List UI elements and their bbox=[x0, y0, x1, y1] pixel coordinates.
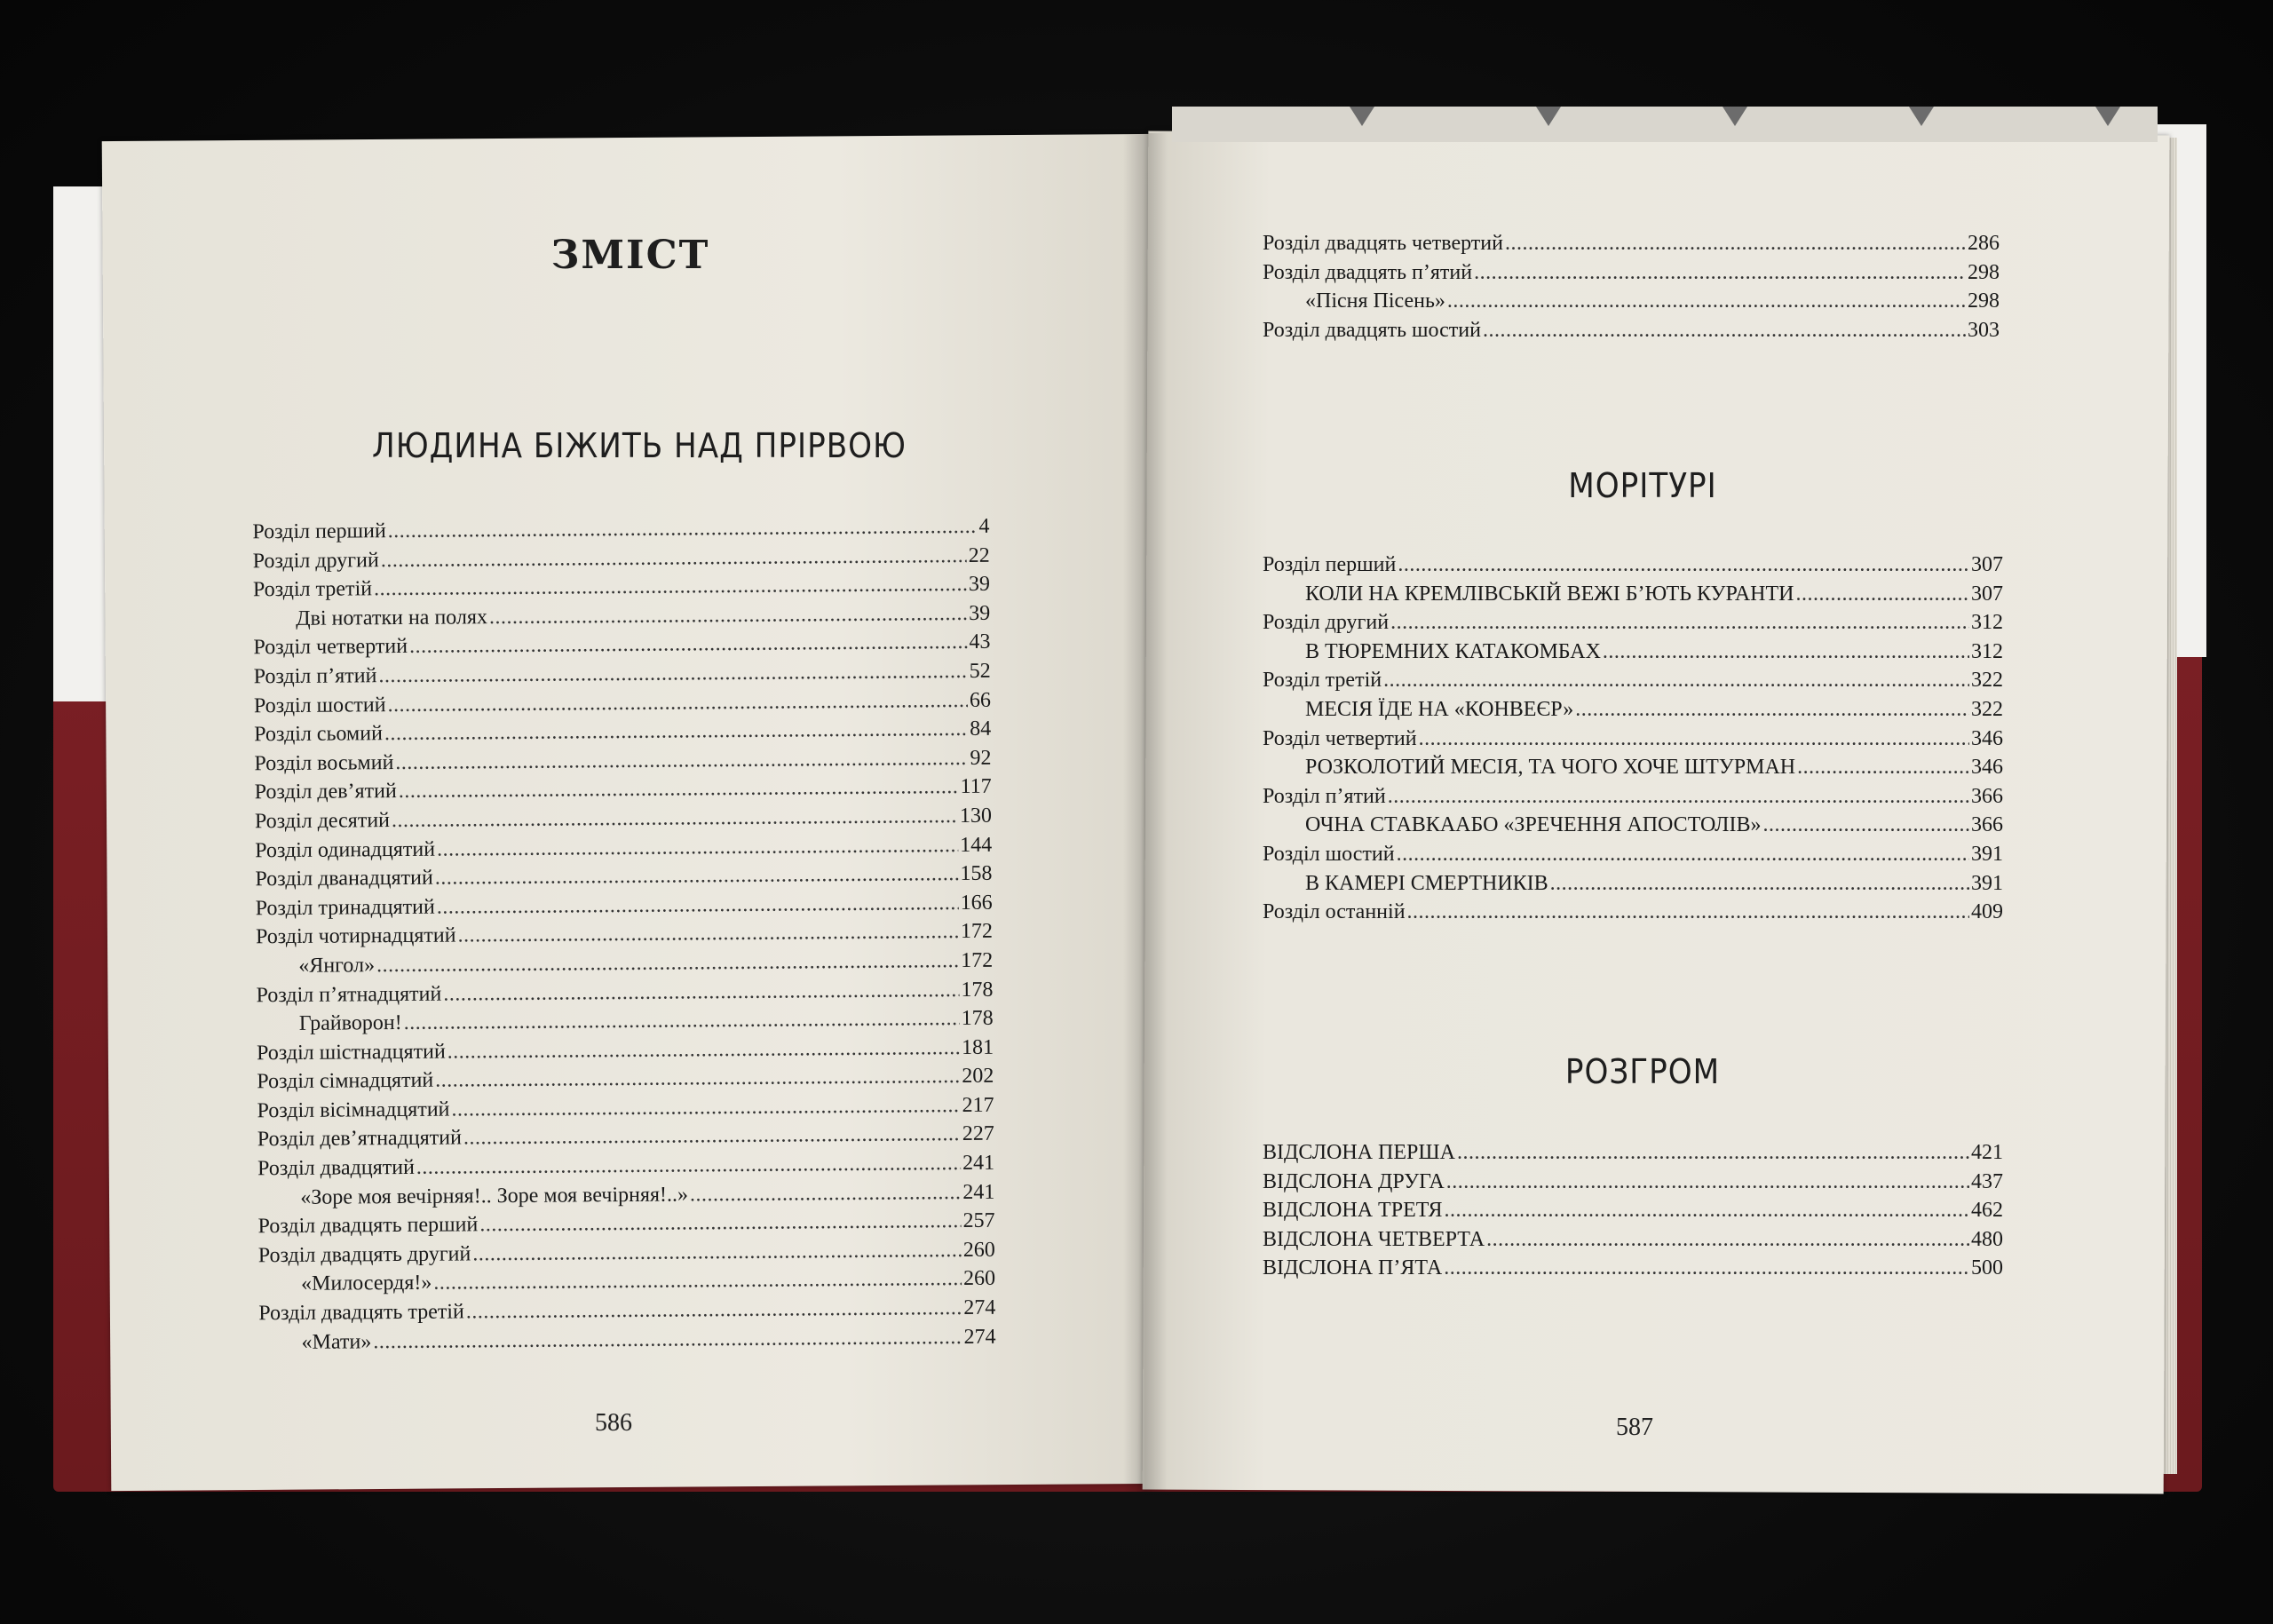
toc-leader-dots bbox=[1795, 580, 1969, 609]
toc-leader-dots bbox=[690, 1178, 962, 1209]
toc-entry-page: 4 bbox=[978, 514, 990, 538]
toc-entry-page: 22 bbox=[968, 543, 990, 567]
toc-entry-page: 166 bbox=[960, 891, 993, 915]
toc-entry-label: Розділ третій bbox=[1263, 669, 1382, 693]
toc-entry bbox=[1263, 580, 2003, 609]
book-spine-shadow bbox=[1123, 133, 1168, 1492]
toc-list-left bbox=[252, 512, 995, 1358]
toc-leader-dots bbox=[1575, 695, 1969, 725]
toc-entry-label: РОЗКОЛОТИЙ МЕСІЯ, ТА ЧОГО ХОЧЕ ШТУРМАН bbox=[1305, 756, 1796, 780]
toc-leader-dots bbox=[1550, 869, 1969, 899]
page-top-strip bbox=[1172, 107, 2158, 142]
strip-mark-icon bbox=[1350, 107, 1374, 126]
toc-entry-page: 202 bbox=[962, 1065, 994, 1089]
toc-entry-label: Розділ останній bbox=[1263, 900, 1406, 924]
toc-entry-page: 274 bbox=[963, 1325, 996, 1349]
toc-entry-page: 241 bbox=[962, 1151, 995, 1176]
toc-entry-label: Розділ четвертий bbox=[253, 635, 408, 660]
toc-entry-page: 130 bbox=[959, 804, 993, 828]
toc-leader-dots bbox=[1483, 316, 1966, 345]
toc-entry bbox=[1263, 869, 2003, 899]
toc-leader-dots bbox=[479, 1207, 962, 1240]
toc-entry-page: 409 bbox=[1971, 900, 2003, 924]
toc-entry bbox=[1263, 608, 2003, 638]
toc-leader-dots bbox=[404, 1004, 960, 1038]
toc-entry-page: 84 bbox=[970, 717, 992, 741]
toc-entry-page: 437 bbox=[1971, 1169, 2003, 1193]
toc-entry-label: Розділ п’ятий bbox=[1263, 784, 1386, 808]
toc-entry-page: 312 bbox=[1971, 611, 2003, 635]
toc-entry-label: В ТЮРЕМНИХ КАТАКОМБАХ bbox=[1305, 639, 1601, 663]
toc-leader-dots bbox=[489, 599, 967, 632]
toc-entry-page: 286 bbox=[1968, 232, 2000, 255]
toc-entry-page: 366 bbox=[1971, 813, 2003, 837]
toc-entry-page: 172 bbox=[961, 948, 994, 972]
toc-entry-page: 421 bbox=[1971, 1141, 2003, 1164]
toc-leader-dots bbox=[1398, 551, 1969, 580]
toc-entry-label: ВІДСЛОНА ТРЕТЯ bbox=[1263, 1199, 1443, 1223]
toc-entry-page: 66 bbox=[969, 688, 992, 712]
toc-entry-page: 298 bbox=[1968, 289, 2000, 313]
toc-entry-label: ВІДСЛОНА ДРУГА bbox=[1263, 1169, 1445, 1193]
toc-entry-page: 366 bbox=[1971, 784, 2003, 808]
toc-leader-dots bbox=[1603, 638, 1969, 667]
toc-leader-dots bbox=[1397, 840, 1969, 869]
toc-entry-label: Розділ шістнадцятий bbox=[256, 1040, 446, 1065]
toc-entry bbox=[1263, 840, 2003, 869]
toc-leader-dots bbox=[1388, 782, 1969, 812]
toc-entry bbox=[1263, 258, 2000, 288]
part-title-lyudyna: ЛЮДИНА БІЖИТЬ НАД ПРІРВОЮ bbox=[372, 426, 907, 465]
toc-entry bbox=[1263, 1168, 2003, 1197]
toc-entry-label: Розділ другий bbox=[252, 548, 379, 573]
toc-leader-dots bbox=[381, 542, 967, 575]
toc-leader-dots bbox=[1419, 725, 1969, 754]
toc-leader-dots bbox=[388, 512, 978, 546]
toc-entry-page: 43 bbox=[969, 630, 991, 654]
toc-leader-dots bbox=[1444, 1196, 1969, 1225]
part-title-moryturi: МОРІТУРІ bbox=[1568, 466, 1717, 505]
toc-entry-label: Розділ одинадцятий bbox=[255, 837, 436, 862]
toc-entry-page: 312 bbox=[1971, 639, 2003, 663]
toc-leader-dots bbox=[472, 1236, 962, 1269]
toc-entry-label: Розділ двадцять перший bbox=[257, 1213, 479, 1239]
toc-entry-page: 303 bbox=[1968, 318, 2000, 342]
toc-entry-label: Розділ двадцятий bbox=[257, 1155, 415, 1181]
contents-title: ЗМІСТ bbox=[550, 233, 710, 278]
toc-leader-dots bbox=[1383, 666, 1969, 695]
toc-leader-dots bbox=[1390, 608, 1969, 638]
toc-entry bbox=[1263, 695, 2003, 725]
toc-leader-dots bbox=[395, 744, 968, 778]
toc-leader-dots bbox=[378, 657, 968, 691]
toc-entry-label: Розділ тринадцятий bbox=[255, 895, 435, 920]
toc-entry bbox=[1263, 1225, 2003, 1255]
toc-leader-dots bbox=[1407, 898, 1969, 927]
toc-entry-page: 52 bbox=[969, 659, 991, 683]
toc-entry-label: «Милосердя!» bbox=[300, 1271, 432, 1296]
toc-entry-label: Розділ двадцять третій bbox=[258, 1300, 464, 1326]
toc-entry-label: «Зоре моя вечірняя!.. Зоре моя вечірняя!..» bbox=[300, 1183, 689, 1209]
toc-leader-dots bbox=[387, 686, 968, 720]
toc-entry-label: Розділ чотирнадцятий bbox=[255, 923, 456, 949]
toc-entry-label: «Мати» bbox=[301, 1329, 372, 1354]
toc-entry-label: Розділ шостий bbox=[1263, 842, 1395, 866]
toc-entry bbox=[1263, 782, 2003, 812]
toc-entry-label: Розділ двадцять другий bbox=[257, 1242, 471, 1268]
page-number-left: 586 bbox=[595, 1409, 632, 1437]
toc-entry bbox=[1263, 1254, 2003, 1283]
toc-entry-page: 322 bbox=[1971, 697, 2003, 721]
toc-entry-page: 500 bbox=[1971, 1256, 2003, 1280]
toc-leader-dots bbox=[451, 1091, 960, 1124]
toc-entry-label: Розділ перший bbox=[1263, 553, 1397, 576]
toc-entry-page: 117 bbox=[960, 775, 992, 799]
toc-leader-dots bbox=[1474, 258, 1966, 288]
toc-entry-page: 260 bbox=[962, 1267, 996, 1291]
toc-leader-dots bbox=[1762, 811, 1969, 840]
toc-entry-page: 307 bbox=[1971, 553, 2003, 576]
toc-entry-label: Розділ дванадцятий bbox=[255, 866, 433, 891]
toc-list-rozgrom bbox=[1263, 1138, 2003, 1283]
toc-entry bbox=[1263, 725, 2003, 754]
toc-entry-page: 172 bbox=[960, 920, 994, 944]
toc-entry-page: 92 bbox=[970, 746, 992, 770]
toc-entry bbox=[1263, 287, 2000, 316]
toc-entry bbox=[1263, 666, 2003, 695]
toc-entry-page: 227 bbox=[962, 1122, 994, 1146]
toc-list-moryturi bbox=[1263, 551, 2003, 927]
strip-mark-icon bbox=[1536, 107, 1561, 126]
toc-entry bbox=[1263, 753, 2003, 782]
strip-mark-icon bbox=[2095, 107, 2120, 126]
toc-leader-dots bbox=[1505, 229, 1966, 258]
toc-leader-dots bbox=[373, 1323, 962, 1357]
toc-entry-page: 241 bbox=[962, 1180, 995, 1204]
toc-entry-page: 480 bbox=[1971, 1227, 2003, 1251]
toc-list-continued bbox=[1263, 229, 2000, 345]
toc-entry-page: 346 bbox=[1971, 726, 2003, 750]
toc-entry-label: «Янгол» bbox=[298, 954, 376, 978]
toc-leader-dots bbox=[435, 1062, 960, 1095]
toc-entry-page: 298 bbox=[1968, 260, 2000, 284]
toc-leader-dots bbox=[399, 772, 959, 806]
toc-leader-dots bbox=[1486, 1225, 1969, 1255]
toc-entry bbox=[1263, 898, 2003, 927]
toc-entry-page: 178 bbox=[961, 1006, 994, 1031]
toc-leader-dots bbox=[409, 628, 968, 661]
toc-entry bbox=[1263, 1196, 2003, 1225]
toc-entry-label: Розділ восьмий bbox=[254, 750, 394, 776]
toc-entry-page: 217 bbox=[962, 1093, 994, 1117]
toc-leader-dots bbox=[1446, 1168, 1969, 1197]
toc-entry-page: 391 bbox=[1971, 871, 2003, 895]
toc-entry-page: 39 bbox=[968, 572, 991, 597]
toc-entry bbox=[1263, 1138, 2003, 1168]
strip-mark-icon bbox=[1723, 107, 1747, 126]
toc-entry-page: 178 bbox=[961, 978, 994, 1002]
toc-entry-label: МЕСІЯ ЇДЕ НА «КОНВЕЄР» bbox=[1305, 697, 1574, 721]
toc-entry-page: 391 bbox=[1971, 842, 2003, 866]
toc-entry-label: Розділ дев’ятий bbox=[254, 780, 397, 804]
toc-entry-label: Грайворон! bbox=[298, 1011, 402, 1035]
toc-leader-dots bbox=[392, 802, 958, 836]
toc-entry-page: 307 bbox=[1971, 582, 2003, 606]
toc-entry-label: «Пісня Пісень» bbox=[1305, 289, 1445, 313]
toc-leader-dots bbox=[1444, 1254, 1969, 1283]
toc-entry-label: Розділ третій bbox=[252, 577, 373, 602]
toc-entry-label: Розділ вісімнадцятий bbox=[257, 1097, 450, 1123]
toc-entry-label: Розділ двадцять шостий bbox=[1263, 318, 1481, 342]
toc-entry-label: В КАМЕРІ СМЕРТНИКІВ bbox=[1305, 871, 1548, 895]
toc-leader-dots bbox=[1457, 1138, 1969, 1168]
toc-entry-label: Розділ дев’ятнадцятий bbox=[257, 1126, 463, 1152]
toc-entry-page: 462 bbox=[1971, 1199, 2003, 1223]
toc-entry bbox=[1263, 811, 2003, 840]
toc-leader-dots bbox=[463, 1121, 961, 1153]
toc-leader-dots bbox=[447, 1034, 961, 1066]
toc-leader-dots bbox=[466, 1294, 962, 1327]
toc-leader-dots bbox=[376, 947, 959, 980]
toc-entry-page: 322 bbox=[1971, 669, 2003, 693]
toc-entry-page: 181 bbox=[961, 1035, 994, 1059]
toc-leader-dots bbox=[457, 917, 959, 950]
toc-entry-label: Дві нотатки на полях bbox=[296, 605, 488, 630]
toc-leader-dots bbox=[437, 831, 958, 864]
toc-leader-dots bbox=[384, 715, 969, 749]
toc-leader-dots bbox=[374, 570, 967, 604]
toc-leader-dots bbox=[437, 889, 959, 922]
toc-entry-label: Розділ четвертий bbox=[1263, 726, 1417, 750]
toc-leader-dots bbox=[1797, 753, 1969, 782]
toc-entry-label: ОЧНА СТАВКААБО «ЗРЕЧЕННЯ АПОСТОЛІВ» bbox=[1305, 813, 1762, 837]
toc-leader-dots bbox=[1447, 287, 1966, 316]
toc-entry-label: Розділ двадцять п’ятий bbox=[1263, 260, 1473, 284]
toc-entry-page: 257 bbox=[962, 1208, 995, 1233]
toc-entry-label: Розділ перший bbox=[252, 519, 386, 544]
toc-entry-page: 39 bbox=[969, 601, 991, 625]
toc-entry-page: 158 bbox=[960, 861, 993, 886]
toc-leader-dots bbox=[435, 860, 959, 892]
strip-mark-icon bbox=[1909, 107, 1934, 126]
toc-entry-label: Розділ десятий bbox=[254, 809, 391, 834]
toc-leader-dots bbox=[416, 1149, 961, 1182]
toc-entry-label: КОЛИ НА КРЕМЛІВСЬКІЙ ВЕЖІ Б’ЮТЬ КУРАНТИ bbox=[1305, 582, 1794, 606]
toc-entry bbox=[258, 1322, 995, 1357]
toc-entry-label: Розділ шостий bbox=[253, 693, 386, 717]
toc-entry-label: Розділ другий bbox=[1263, 611, 1390, 635]
toc-entry bbox=[1263, 229, 2000, 258]
toc-entry bbox=[1263, 551, 2003, 580]
part-title-rozgrom: РОЗГРОМ bbox=[1564, 1052, 1721, 1091]
toc-entry-page: 144 bbox=[960, 833, 993, 857]
page-number-right: 587 bbox=[1616, 1414, 1653, 1441]
toc-entry bbox=[1263, 638, 2003, 667]
toc-entry-label: ВІДСЛОНА ПЕРША bbox=[1263, 1141, 1455, 1164]
toc-entry-label: ВІДСЛОНА П’ЯТА bbox=[1263, 1256, 1443, 1280]
toc-entry-label: ВІДСЛОНА ЧЕТВЕРТА bbox=[1263, 1227, 1485, 1251]
toc-entry-label: Розділ сьомий bbox=[254, 722, 383, 747]
toc-entry-label: Розділ п’ятий bbox=[253, 664, 377, 689]
toc-leader-dots bbox=[433, 1264, 962, 1297]
toc-entry-page: 346 bbox=[1971, 756, 2003, 780]
toc-entry-label: Розділ сімнадцятий bbox=[257, 1068, 434, 1094]
toc-entry-label: Розділ двадцять четвертий bbox=[1263, 232, 1503, 255]
toc-leader-dots bbox=[443, 976, 959, 1009]
toc-entry bbox=[1263, 316, 2000, 345]
toc-entry-label: Розділ п’ятнадцятий bbox=[256, 982, 442, 1007]
toc-entry-page: 260 bbox=[962, 1238, 995, 1262]
toc-entry-page: 274 bbox=[963, 1295, 996, 1320]
